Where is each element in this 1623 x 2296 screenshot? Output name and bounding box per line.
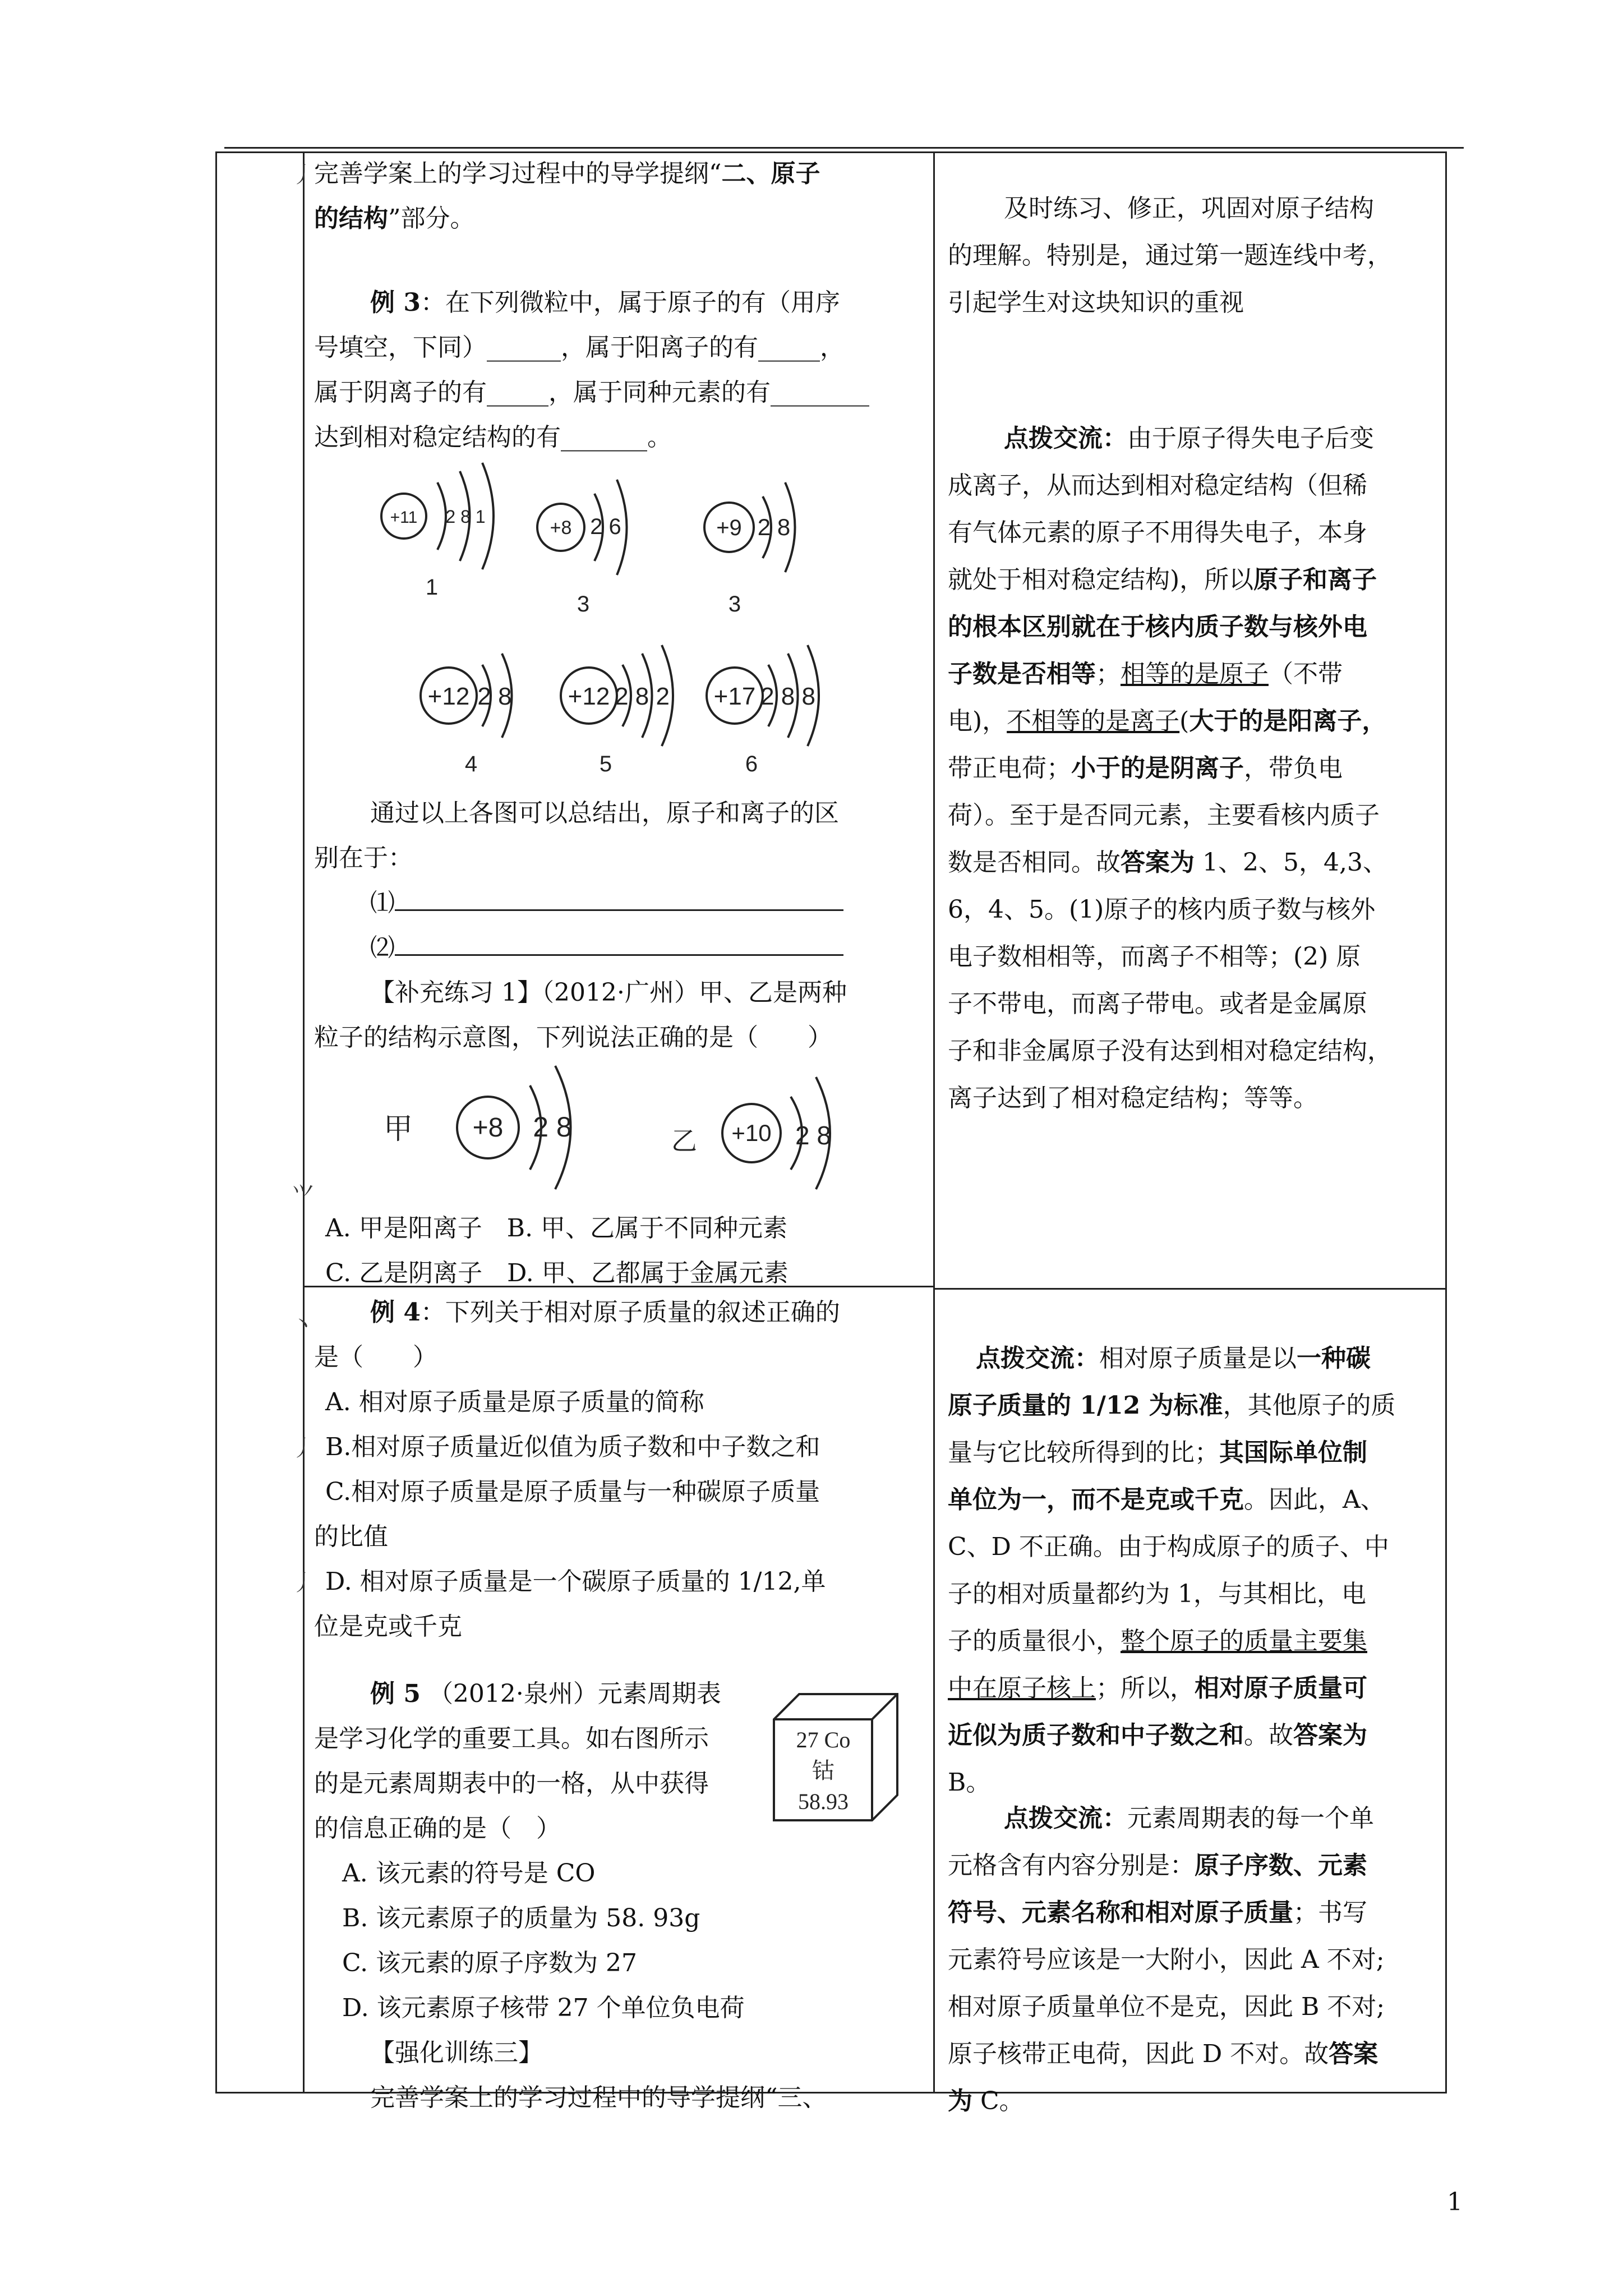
- example-3-label: 例 3: [370, 288, 421, 317]
- summary-text: 通过以上各图可以总结出，原子和离子的区: [370, 799, 839, 827]
- note-text: 成离子，从而达到相对稳定结构（但稀: [948, 471, 1367, 500]
- training-3-heading: 【强化训练三】: [370, 2039, 543, 2067]
- note-text: 的理解。特别是，通过第一题连线中考，: [948, 241, 1392, 270]
- note-text: 元素符号应该是一大附小，因此 A 不对;: [948, 1945, 1385, 1974]
- note-text: C。: [972, 2087, 1024, 2115]
- atom-2-number: 3: [577, 592, 590, 616]
- note-text: ；: [1096, 660, 1121, 688]
- note-text: 元格含有内容分别是：: [948, 1851, 1195, 1880]
- note-bold: 子数是否相等: [948, 660, 1096, 688]
- atom-5-nucleus: +12: [568, 683, 610, 710]
- example-5-option-a: A. 该元素的符号是 CO: [342, 1859, 596, 1888]
- example-5-option-d: D. 该元素原子核带 27 个单位负电荷: [342, 1994, 745, 2022]
- atom-2-nucleus: +8: [550, 517, 572, 539]
- example-5-options: [314, 1851, 931, 2120]
- note-bold: 大于的是阳离子，: [1189, 707, 1387, 735]
- example-3-text: ：在下列微粒中，属于原子的有（用序: [420, 288, 840, 317]
- supplement-option-row: A. 甲是阳离子 B. 甲、乙属于不同种元素: [325, 1214, 788, 1243]
- atom-diagram-4: [421, 654, 512, 776]
- note-text: 子的相对质量都约为 1，与其相比，电: [948, 1580, 1366, 1608]
- example-4-text: 是（ ）: [314, 1343, 437, 1372]
- atom-3-nucleus: +9: [716, 516, 742, 540]
- atom-1-shells: 2 8 1: [445, 507, 486, 527]
- supplement-text: 粒子的结构示意图，下列说法正确的是（ ）: [314, 1023, 832, 1052]
- atom-diagram-6: [707, 645, 819, 776]
- example-3-text: 属于阴离子的有_____，属于同种元素的有________: [314, 378, 869, 407]
- note-text: 引起学生对这块知识的重视: [948, 288, 1244, 317]
- cell-atomic-mass: 58.93: [798, 1789, 849, 1814]
- note-bold: 答案为: [1293, 1721, 1367, 1750]
- note-bold: 符号、元素名称和相对原子质量: [948, 1898, 1293, 1927]
- right-note-1: [948, 185, 1441, 326]
- answer-blank-1[interactable]: [314, 881, 931, 926]
- example-3-text: 达到相对稳定结构的有_______。: [314, 423, 672, 452]
- atom-6-shells: 2 8 8: [760, 683, 815, 710]
- atom-2-shells: 2 6: [590, 514, 621, 539]
- example-5-text: 的信息正确的是（ ）: [314, 1814, 561, 1843]
- note-underline: 中在原子核上: [948, 1674, 1096, 1703]
- note-label: 点拨交流：: [1004, 424, 1127, 453]
- jia-label: 甲: [383, 1113, 413, 1145]
- supplement-text: 【补充练习 1】（2012·广州）甲、乙是两种: [370, 978, 847, 1007]
- note-text: 子不带电，而离子带电。或者是金属原: [948, 990, 1367, 1018]
- note-text: 原子核带正电荷，因此 D 不对。故: [948, 2040, 1329, 2068]
- column-divider-right: [933, 151, 935, 2093]
- atom-diagram-3: [704, 482, 795, 616]
- note-text: 。因此，A、: [1244, 1485, 1385, 1514]
- blank-2-label: ⑵: [370, 933, 395, 962]
- note-bold: 其国际单位制: [1219, 1438, 1367, 1467]
- note-text: 及时练习、修正，巩固对原子结构: [1004, 194, 1374, 223]
- jia-nucleus: +8: [472, 1113, 504, 1143]
- atom-4-number: 4: [464, 752, 478, 776]
- note-bold: 小于的是阴离子: [1071, 754, 1244, 783]
- summary: [314, 791, 931, 1060]
- note-text: ；所以，: [1096, 1674, 1195, 1703]
- note-text: 1、2、5，4,3、: [1195, 848, 1387, 877]
- note-bold: 原子和离子: [1253, 565, 1377, 594]
- side-mark: 丶: [292, 1312, 314, 1338]
- note-bold: 近似为质子数和中子数之和: [948, 1721, 1244, 1750]
- note-bold: 原子质量的 1/12 为标准: [948, 1391, 1223, 1420]
- atom-6-number: 6: [745, 752, 758, 776]
- page-number: 1: [1447, 2188, 1463, 2216]
- note-text: 子和非金属原子没有达到相对稳定结构，: [948, 1037, 1392, 1065]
- side-mark: 丿: [292, 1570, 314, 1596]
- note-text: 就处于相对稳定结构)，所以: [948, 565, 1254, 594]
- note-text: 电)，: [948, 707, 1007, 735]
- intro-line-2: [314, 196, 931, 241]
- note-text: 离子达到了相对稳定结构；等等。: [948, 1084, 1318, 1112]
- atom-diagram-5: [561, 645, 673, 776]
- example-3: [314, 280, 931, 460]
- side-mark: 丿: [292, 162, 314, 188]
- note-bold: 原子序数、元素: [1195, 1851, 1367, 1880]
- atom-3-number: 3: [728, 592, 741, 616]
- middle-column: [314, 151, 931, 241]
- note-text: 荷）。至于是否同元素，主要看核内质子: [948, 801, 1380, 830]
- note-bold: 相对原子质量可: [1195, 1674, 1367, 1703]
- atom-3-shells: 2 8: [757, 514, 791, 540]
- atom-6-nucleus: +17: [713, 683, 756, 710]
- example-4-option-b: B.相对原子质量近似值为质子数和中子数之和: [325, 1433, 820, 1461]
- intro-line-1: [314, 151, 931, 196]
- note-underline: 不相等的是离子: [1007, 707, 1180, 735]
- atom-structure-diagrams: [370, 449, 852, 785]
- example-5: [314, 1672, 751, 1851]
- note-text: 带正电荷；: [948, 754, 1071, 783]
- example-4-option-d: D. 相对原子质量是一个碳原子质量的 1/12,单: [325, 1567, 826, 1596]
- answer-blank-2[interactable]: [314, 926, 931, 970]
- example-5-label: 例 5: [370, 1680, 421, 1708]
- particle-structure-diagrams: [370, 1055, 931, 1223]
- row-divider-right: [933, 1288, 1447, 1290]
- right-note-3: [948, 1335, 1441, 1806]
- intro-bold: 二、原子: [721, 159, 820, 188]
- note-text: 。故: [1244, 1721, 1293, 1750]
- example-5-option-b: B. 该元素原子的质量为 58. 93g: [342, 1904, 700, 1932]
- note-text: 6，4、5。(1)原子的核内质子数与核外: [948, 895, 1376, 924]
- blank-1-line[interactable]: [395, 885, 843, 911]
- cell-element-name: 钴: [812, 1758, 834, 1783]
- yi-label: 乙: [671, 1126, 697, 1156]
- supplement-options: [314, 1206, 931, 1296]
- example-4: [314, 1290, 931, 1649]
- note-text: C、D 不正确。由于构成原子的质子、中: [948, 1533, 1389, 1561]
- blank-2-line[interactable]: [395, 930, 843, 956]
- intro-rest: ”部分。: [388, 204, 475, 233]
- intro-text: 完善学案上的学习过程中的导学提纲“: [314, 159, 722, 188]
- note-bold: 单位为一，而不是克或千克: [948, 1485, 1244, 1514]
- intro-bold-2: 的结构: [314, 204, 388, 233]
- note-text: 电子数相相等，而离子不相等；(2) 原: [948, 942, 1361, 971]
- note-text: 有气体元素的原子不用得失电子，本身: [948, 518, 1367, 547]
- note-bold: 一种碳: [1297, 1344, 1371, 1373]
- top-rule: [224, 147, 1464, 149]
- note-text: 相对原子质量单位不是克，因此 B 不对;: [948, 1993, 1385, 2021]
- yi-nucleus: +10: [731, 1120, 772, 1146]
- example-4-label: 例 4: [370, 1298, 421, 1327]
- example-5-text: 是学习化学的重要工具。如右图所示: [314, 1724, 709, 1753]
- right-note-4: [948, 1795, 1441, 2125]
- note-text: ；书写: [1293, 1898, 1367, 1927]
- note-bold: 答案为: [1121, 848, 1195, 877]
- note-text: ，带负电: [1244, 754, 1343, 783]
- note-text: B。: [948, 1768, 991, 1797]
- example-5-text: 的是元素周期表中的一格，从中获得: [314, 1769, 709, 1798]
- side-mark: 丿: [292, 1435, 314, 1461]
- note-underline: 相等的是原子: [1121, 660, 1269, 688]
- note-text: 子的质量很小，: [948, 1627, 1121, 1655]
- atom-1-nucleus: +11: [390, 508, 418, 527]
- atom-4-shells: 2 8: [477, 683, 512, 710]
- periodic-table-cell: [768, 1688, 903, 1823]
- note-text: （不带: [1269, 660, 1343, 688]
- right-note-2: [948, 415, 1441, 1122]
- jia-shells: 2 8: [533, 1111, 572, 1143]
- atom-5-shells: 2 8 2: [615, 683, 670, 710]
- yi-shells: 2 8: [795, 1121, 831, 1150]
- atom-diagram-2: [537, 480, 627, 616]
- example-4-option-c: 的比值: [314, 1522, 388, 1551]
- atom-4-nucleus: +12: [427, 683, 470, 710]
- note-text: 数是否相同。故: [948, 848, 1121, 877]
- blank-1-label: ⑴: [370, 889, 395, 917]
- note-text: 元素周期表的每一个单: [1127, 1804, 1374, 1833]
- note-bold: 的根本区别就在于核内质子数与核外电: [948, 613, 1367, 641]
- training-3-text: 完善学案上的学习过程中的导学提纲“三、: [370, 2083, 827, 2112]
- note-bold: 答案: [1329, 2040, 1378, 2068]
- note-underline: 整个原子的质量主要集: [1121, 1627, 1367, 1655]
- side-mark: ⺍: [292, 1183, 314, 1209]
- summary-text: 别在于：: [314, 844, 413, 872]
- example-4-option-d: 位是克或千克: [314, 1612, 462, 1641]
- example-4-option-a: A. 相对原子质量是原子质量的简称: [325, 1388, 704, 1416]
- note-text: 由于原子得失电子后变: [1127, 424, 1374, 453]
- note-label: 点拨交流：: [1004, 1804, 1127, 1833]
- atom-diagram-1: [381, 463, 494, 600]
- example-5-option-c: C. 该元素的原子序数为 27: [342, 1949, 638, 1977]
- note-label: 点拨交流：: [976, 1344, 1099, 1373]
- note-text: 相对原子质量是以: [1099, 1344, 1297, 1373]
- example-3-text: 号填空，下同）______，属于阳离子的有_____，: [314, 333, 845, 362]
- supplement-option-row: C. 乙是阴离子 D. 甲、乙都属于金属元素: [325, 1259, 789, 1287]
- note-text: (: [1179, 707, 1189, 735]
- note-text: ，其他原子的质: [1223, 1391, 1396, 1420]
- atom-1-number: 1: [425, 575, 439, 600]
- note-text: 量与它比较所得到的比；: [948, 1438, 1219, 1467]
- example-4-option-c: C.相对原子质量是原子质量与一种碳原子质量: [325, 1478, 820, 1506]
- example-4-text: ：下列关于相对原子质量的叙述正确的: [420, 1298, 840, 1327]
- note-bold: 为: [948, 2087, 972, 2115]
- column-divider-left: [303, 151, 305, 2093]
- cell-number-symbol: 27 Co: [796, 1727, 851, 1752]
- example-5-text: （2012·泉州）元素周期表: [428, 1680, 721, 1708]
- atom-5-number: 5: [599, 752, 612, 776]
